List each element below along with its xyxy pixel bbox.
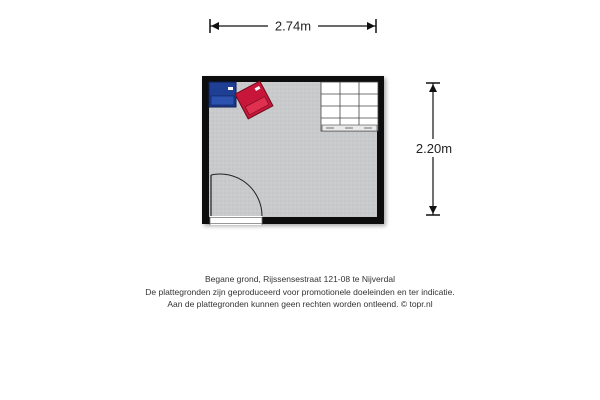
arrow-down-icon (429, 206, 437, 214)
width-dimension (210, 17, 376, 35)
height-label: 2.20m (415, 141, 453, 156)
blue-box-label (228, 87, 233, 90)
caption (0, 273, 600, 311)
shelving-body (321, 82, 378, 131)
shelving-unit (321, 82, 378, 131)
room (202, 76, 384, 225)
caption-rights: Aan de plattegronden kunnen geen rechten worden ontleend. © topr.nl (167, 299, 433, 309)
arrow-left-icon (211, 22, 219, 30)
blue-storage-box (209, 82, 236, 107)
blue-box-flap (211, 96, 234, 105)
width-label: 2.74m (274, 18, 312, 34)
arrow-up-icon (429, 84, 437, 92)
arrow-right-icon (367, 22, 375, 30)
height-dimension (409, 83, 459, 215)
caption-disclaimer: De plattegronden zijn geproduceerd voor promotionele doeleinden en ter indicatie. (145, 286, 455, 297)
caption-address: Begane grond, Rijssensestraat 121-08 te Nijverdal (205, 274, 395, 284)
